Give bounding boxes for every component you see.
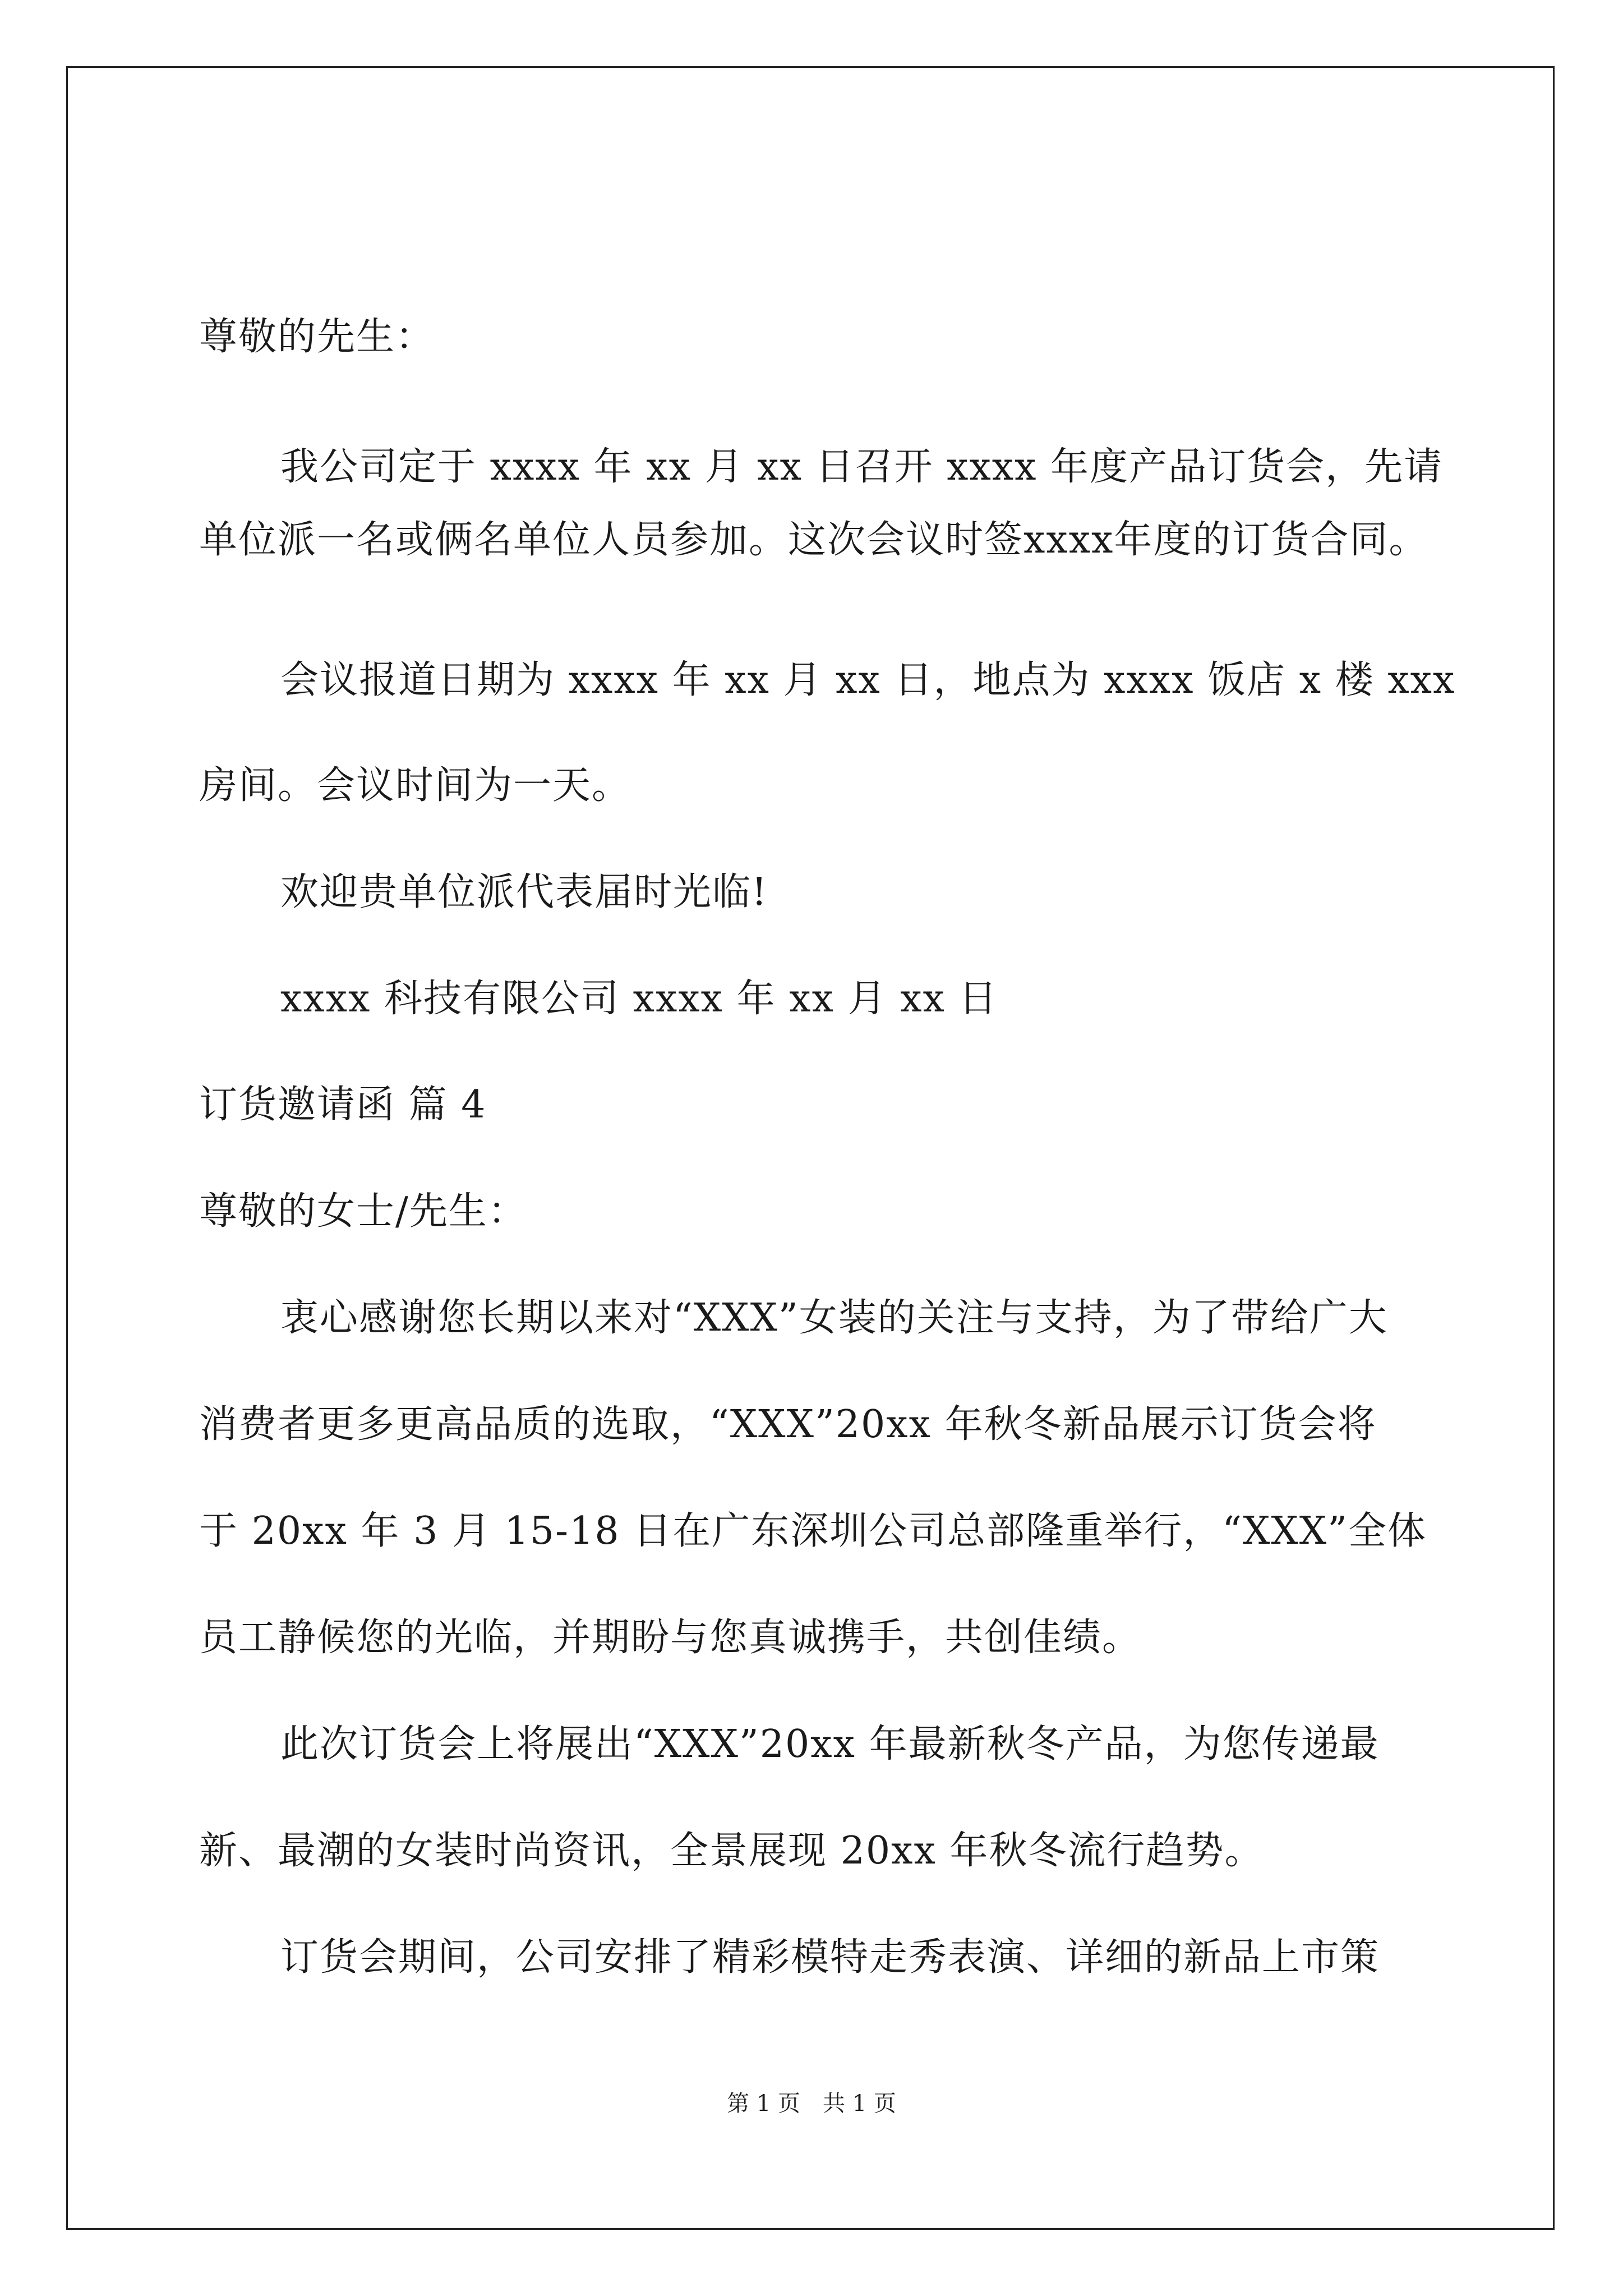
paragraph-line: 员工静候您的光临，并期盼与您真诚携手，共创佳绩。: [199, 1616, 1142, 1660]
salutation-1: 尊敬的先生：: [199, 315, 435, 359]
paragraph-line: 欢迎贵单位派代表届时光临!: [280, 870, 768, 914]
paragraph-line: 于 20xx 年 3 月 15-18 日在广东深圳公司总部隆重举行，“XXX”全体: [199, 1509, 1427, 1553]
signature-line: xxxx 科技有限公司 xxxx 年 xx 月 xx 日: [280, 977, 998, 1021]
paragraph-line: 消费者更多更高品质的选取，“XXX”20xx 年秋冬新品展示订货会将: [199, 1402, 1377, 1447]
paragraph-line: 衷心感谢您长期以来对“XXX”女装的关注与支持，为了带给广大: [280, 1296, 1388, 1340]
page-footer: [0, 2087, 1623, 2120]
paragraph-line: 新、最潮的女装时尚资讯，全景展现 20xx 年秋冬流行趋势。: [199, 1829, 1264, 1873]
paragraph-line: 我公司定于 xxxx 年 xx 月 xx 日召开 xxxx 年度产品订货会，先请: [280, 445, 1444, 489]
paragraph-line: 此次订货会上将展出“XXX”20xx 年最新秋冬产品，为您传递最: [280, 1722, 1380, 1766]
section-heading: 订货邀请函 篇 4: [199, 1083, 487, 1127]
page-total: 共 1 页: [823, 2091, 896, 2116]
paragraph-line: 单位派一名或俩名单位人员参加。这次会议时签xxxx年度的订货合同。: [199, 518, 1428, 562]
paragraph-line: 订货会期间，公司安排了精彩模特走秀表演、详细的新品上市策: [280, 1935, 1380, 1980]
paragraph-line: 房间。会议时间为一天。: [199, 763, 631, 808]
page-number: 第 1 页: [727, 2091, 800, 2116]
salutation-2: 尊敬的女士/先生：: [199, 1189, 527, 1234]
paragraph-line: 会议报道日期为 xxxx 年 xx 月 xx 日，地点为 xxxx 饭店 x 楼 xxx: [280, 658, 1456, 702]
page-border: [66, 66, 1555, 2230]
